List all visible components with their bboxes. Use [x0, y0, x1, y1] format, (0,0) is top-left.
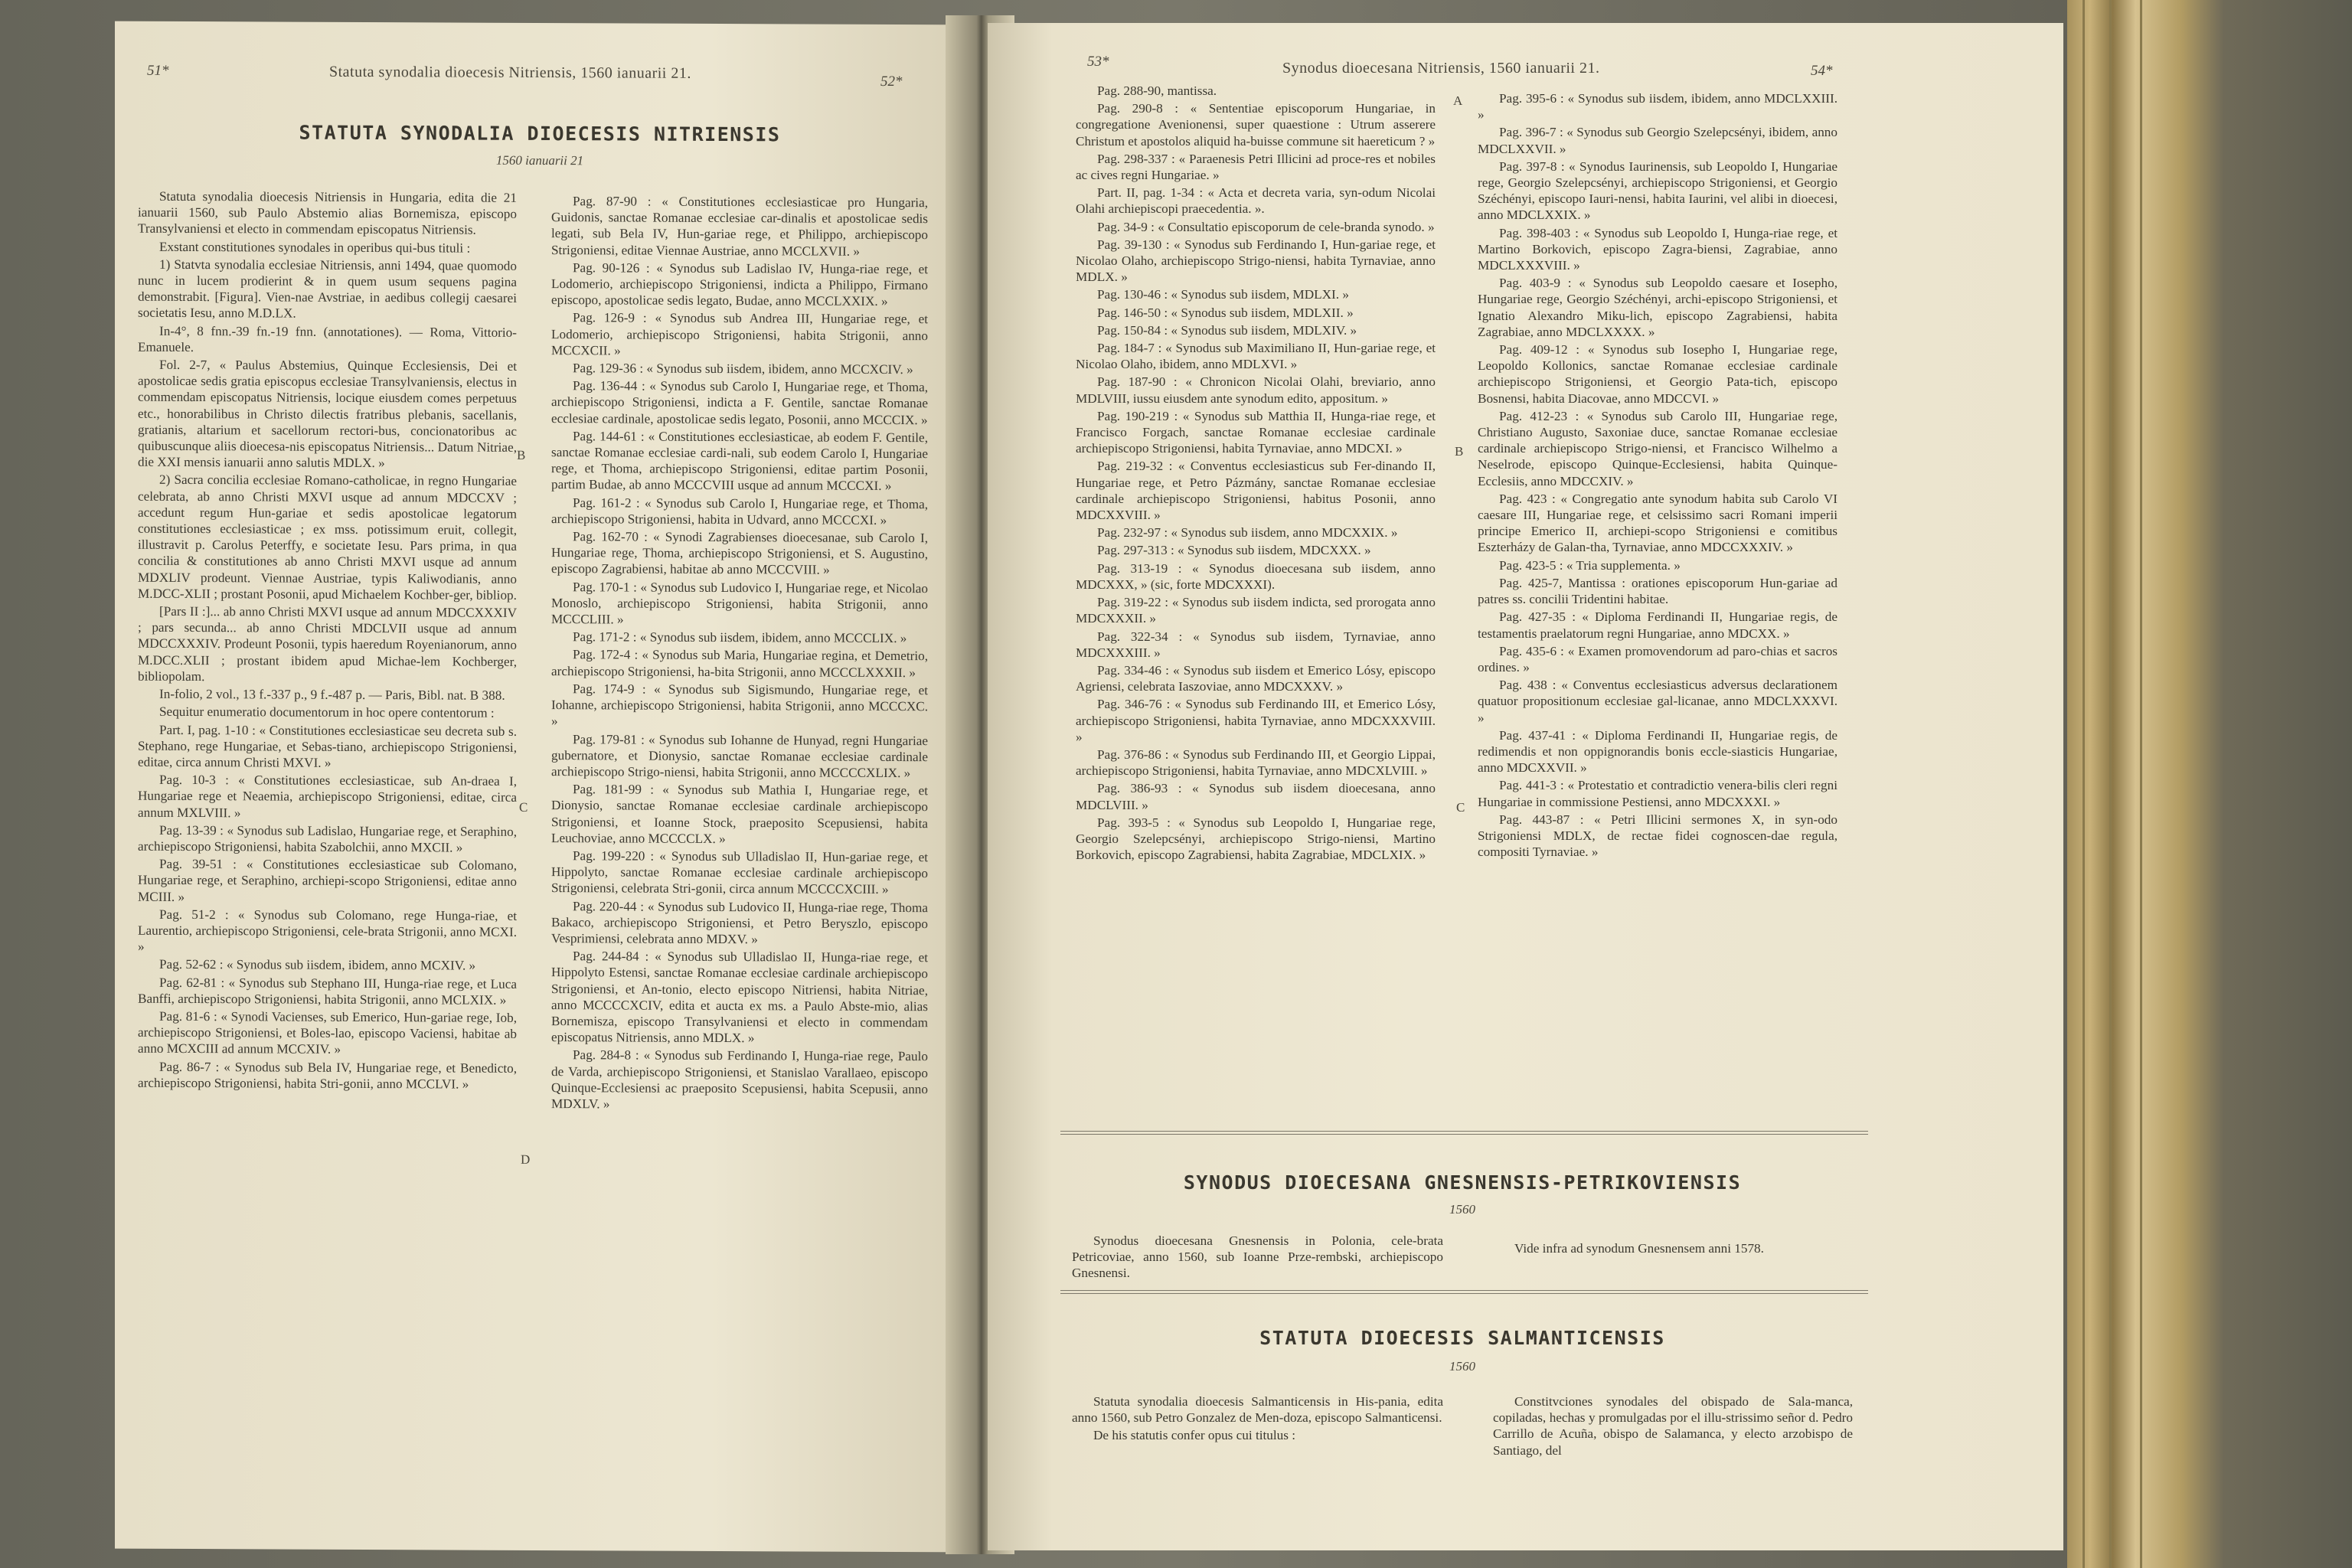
paragraph: In-4°, 8 fnn.-39 fn.-19 fnn. (annotationes). — Roma, Vittorio-Emanuele.: [138, 323, 517, 354]
paragraph: Pag. 423-5 : « Tria supplementa. »: [1499, 557, 1681, 573]
paragraph: 1) Statvta synodalia ecclesiae Nitriensis, anni 1494, quae quomodo nunc in lucem prodierint & in quem usum sequens pagina demonstrabit. [Figura]. Vien-nae Avstriae, in aedibus collegij caesarei societatis Iesu, anno M.D.LX.: [138, 256, 517, 322]
paragraph: Pag. 39-51 : « Constitutiones ecclesiasticae sub Colomano, Hungariae rege, et Seraphino, archiepi-scopo Strigoniensi, editae anno MCIII. »: [138, 856, 517, 904]
text-column-1: [138, 188, 517, 1094]
book-page-edges: [2067, 0, 2352, 1568]
paragraph: Pag. 290-8 : « Sententiae episcoporum Hungariae, in congregatione Avenionensi, super quaestione : Utrum asserere Christum et apostolos aliquid ha-buisse commune sit haereticum ? »: [1076, 101, 1436, 149]
paragraph: Pag. 146-50 : « Synodus sub iisdem, MDLXII. »: [1097, 305, 1354, 320]
paragraph: Pag. 13-39 : « Synodus sub Ladislao, Hungariae rege, et Seraphino, archiepiscopo Strigoniensi, habita Szabolchii, anno MXCII. »: [138, 822, 517, 855]
paragraph: Pag. 51-2 : « Synodus sub Colomano, rege Hunga-riae, et Laurentio, archiepiscopo Strigoniensi, cele-brata Strigonii, anno MCXI. »: [138, 906, 517, 954]
paragraph: Pag. 319-22 : « Synodus sub iisdem indicta, sed prorogata anno MDCXXXII. »: [1076, 595, 1436, 626]
paragraph: Pag. 86-7 : « Synodus sub Bela IV, Hungariae rege, et Benedicto, archiepiscopo Strigoniensi, habita Stri-gonii, anno MCCLVI. »: [138, 1059, 517, 1092]
paragraph: Pag. 395-6 : « Synodus sub iisdem, ibidem, anno MDCLXXIII. »: [1478, 91, 1838, 122]
paragraph: Pag. 386-93 : « Synodus sub iisdem dioecesana, anno MDCLVIII. »: [1076, 781, 1436, 812]
paragraph: Pag. 170-1 : « Synodus sub Ludovico I, Hungariae rege, et Nicolao Monoslo, archiepiscopo Strigoniensi, habita Strigonii, anno MCCCLIII. »: [551, 579, 928, 627]
margin-letter: C: [1456, 800, 1465, 815]
paragraph: Pag. 284-8 : « Synodus sub Ferdinando I, Hunga-riae rege, Paulo de Varda, archiepiscopo Strigoniensi, et Stanislao Varallaeo, episcopo Quinque-Ecclesiensi ac praeposito Scepusiensi, habita Scepusii, anno MDXLV. »: [551, 1047, 928, 1112]
paragraph: Pag. 150-84 : « Synodus sub iisdem, MDLXIV. »: [1097, 322, 1357, 338]
paragraph: Pag. 172-4 : « Synodus sub Maria, Hungariae regina, et Demetrio, archiepiscopo Strigoniensi, ha-bita Strigonii, anno MCCCLXXXII. »: [551, 647, 928, 680]
paragraph: Pag. 288-90, mantissa.: [1097, 83, 1217, 98]
paragraph: Part. I, pag. 1-10 : « Constitutiones ecclesiasticae seu decreta sub s. Stephano, rege Hungariae, et Sebas-tiano, archiepiscopo Strigoniensi, editae, circa annum Christi MXVI. »: [138, 722, 517, 770]
paragraph: Pag. 179-81 : « Synodus sub Iohanne de Hunyad, regni Hungariae gubernatore, et Dionysio, sanctae Romanae ecclesiae cardinale archiepiscopo Strigo-niensi, habita Strigonii, anno MCCCCXLIX. »: [551, 731, 928, 781]
paragraph: Pag. 10-3 : « Constitutiones ecclesiasticae, sub An-draea I, Hungariae rege et Neaemia, archiepiscopo Strigoniensi, editae, circa annum MXLVIII. »: [138, 772, 517, 820]
paragraph: Pag. 171-2 : « Synodus sub iisdem, ibidem, anno MCCCLIX. »: [573, 629, 907, 646]
paragraph: Sequitur enumeratio documentorum in hoc opere contentorum :: [159, 704, 495, 721]
margin-letter: A: [1453, 93, 1463, 108]
paragraph: Pag. 130-46 : « Synodus sub iisdem, MDLXI. »: [1097, 287, 1349, 302]
margin-letter: B: [1455, 444, 1464, 459]
paragraph: Pag. 397-8 : « Synodus Iaurinensis, sub Leopoldo I, Hungariae rege, Georgio Szelepcsényi, archiepiscopo Strigoniensi, et Georgio Széchényi, episcopo Iauri-nensi, habita Iaurini, vel alibi in dioecesi, anno MDCLXXIX. »: [1478, 158, 1838, 223]
paragraph: Pag. 62-81 : « Synodus sub Stephano III, Hunga-riae rege, et Luca Banffi, archiepiscopo Strigoniensi, habita Strigonii, anno MCLXIX. »: [138, 975, 517, 1008]
paragraph: In-folio, 2 vol., 13 f.-337 p., 9 f.-487 p. — Paris, Bibl. nat. B 388.: [159, 686, 505, 703]
paragraph: Pag. 398-403 : « Synodus sub Leopoldo I, Hunga-riae rege, et Martino Borkovich, episcopo Zagra-biensi, Zagrabiae, anno MDCLXXXVIII. »: [1478, 225, 1838, 273]
paragraph: Pag. 126-9 : « Synodus sub Andrea III, Hungariae rege, et Lodomerio, archiepiscopo Strigoniensi, habita Strigonii, anno MCCXCII. »: [551, 310, 928, 358]
paragraph: Pag. 438 : « Conventus ecclesiasticus adversus declarationem quatuor propositionum ecclesiae gal-licanae, anno MDCLXXXVI. »: [1478, 678, 1838, 725]
paragraph: Fol. 2-7, « Paulus Abstemius, Quinque Ecclesiensis, Dei et apostolicae sedis gratia episcopus ecclesiae Transylvaniensis, electus in commendam episcopatus Nitriensis, locique eiusdem comes perpetuus etc., honorabilibus in Christo dilectis fratribus plebanis, sacellanis, gratianis, altarium et sacellorum rectori-bus, concionatoribus ac quibuscunque aliis dioecesa-nis episcopatus Nitriensis... Datum Nitriae, die XXI mensis ianuarii anno salutis MDLX. »: [138, 357, 517, 471]
section-date: 1560 ianuarii 21: [495, 152, 584, 168]
paragraph: Pag. 244-84 : « Synodus sub Ulladislao II, Hunga-riae rege, et Hippolyto Estensi, sanctae Romanae ecclesiae cardinale archiepiscopo Strigoniensi, et An-tonio, electo episcopo Nitriensi, habita Nitriae, anno MCCCCXCIV, edita et aucta ex ms. a Paulo Abste-mio, alias Bornemisza, episcopo Transylvaniensi et electo in commendam episcopatus Nitriensis, anno MDLX. »: [551, 949, 928, 1046]
paragraph: Part. II, pag. 1-34 : « Acta et decreta varia, syn-odum Nicolai Olahi archiepiscopi praecedentia. ».: [1076, 185, 1436, 217]
paragraph: Pag. 220-44 : « Synodus sub Ludovico II, Hunga-riae rege, Thoma Bakaco, archiepiscopo Strigoniensi, et Petro Beryszlo, episcopo Vesprimiensi, celebrata anno MDXV. »: [551, 898, 928, 947]
margin-letter: D: [521, 1152, 531, 1167]
paragraph: Pag. 162-70 : « Synodi Zagrabienses dioecesanae, sub Carolo I, Hungariae rege, Thoma, archiepiscopo Strigoniensi, et S. Augustino, episcopo Zagrabiensi, habitae ab anno MCCCVIII. »: [551, 529, 928, 578]
margin-letter: B: [517, 447, 526, 462]
text-column-2: [551, 193, 928, 1115]
section-date: 1560: [1449, 1359, 1475, 1374]
paragraph: Pag. 129-36 : « Synodus sub iisdem, ibidem, anno MCCXCIV. »: [573, 361, 913, 377]
paragraph: Exstant constitutiones synodales in operibus qui-bus tituli :: [159, 239, 471, 256]
page-edge-line: [2109, 0, 2112, 1568]
paragraph: Pag. 174-9 : « Synodus sub Sigismundo, Hungariae rege, et Iohanne, archiepiscopo Strigoniensi, habita Strigonii, anno MCCCXC. »: [551, 681, 928, 729]
page-edge-line: [2082, 0, 2085, 1568]
page-edge-line: [2140, 0, 2142, 1568]
paragraph: Pag. 376-86 : « Synodus sub Ferdinando III, et Georgio Lippai, archiepiscopo Strigoniensi, habita Tyrnaviae, anno MDCXLVIII. »: [1076, 746, 1436, 779]
paragraph: Pag. 393-5 : « Synodus sub Leopoldo I, Hungariae rege, Georgio Szelepcsényi, archiepiscopo Strigo-niensi, Martino Borkovich, episcopo Zagrabiensi, habita Zagrabiae, MDCLXIX. »: [1076, 815, 1436, 863]
paragraph: Pag. 87-90 : « Constitutiones ecclesiasticae pro Hungaria, Guidonis, sanctae Romanae ecclesiae car-dinalis et apostolicae sedis legati, sub Bela IV, Hun-gariae rege, et Philippo, archiepiscopo Strigoniensi, editae Viennae Austriae, anno MCCLXVII. »: [551, 194, 928, 259]
section-date: 1560: [1449, 1202, 1475, 1217]
paragraph: Pag. 322-34 : « Synodus sub iisdem, Tyrnaviae, anno MDCXXXIII. »: [1076, 629, 1436, 660]
paragraph: Pag. 313-19 : « Synodus dioecesana sub iisdem, anno MDCXXX, » (sic, forte MDCXXXI).: [1076, 560, 1436, 592]
text-column-1: Statuta synodalia dioecesis Salmanticensis in His-pania, edita anno 1560, sub Petro Gonzalez de Men-doza, episcopo Salmanticensi. De his statutis confer opus cui titulus :: [1072, 1394, 1443, 1443]
paragraph: Statuta synodalia dioecesis Nitriensis in Hungaria, edita die 21 ianuarii 1560, sub Paulo Abstemio alias Bornemisza, episcopo Transylvaniensi et electo in commendam episcopatus Nitriensis.: [138, 188, 517, 238]
left-page: [115, 21, 965, 1553]
paragraph: Pag. 181-99 : « Synodus sub Mathia I, Hungariae rege, et Dionysio, sanctae Romanae ecclesiae cardinale archiepiscopo Strigoniensi, et Ioanne Stock, praeposito Scepusiensi, habita Leuchoviae, anno MCCCCLX. »: [551, 782, 928, 846]
paragraph: Pag. 297-313 : « Synodus sub iisdem, MDCXXX. »: [1097, 543, 1371, 558]
section-title: SYNODUS DIOECESANA GNESNENSIS-PETRIKOVIENSIS: [1183, 1171, 1742, 1194]
page-number: 52*: [880, 73, 903, 90]
paragraph: Pag. 187-90 : « Chronicon Nicolai Olahi, breviario, anno MDLVIII, iussu eiusdem ante synodum edito, appositum. »: [1076, 374, 1436, 406]
page-number: 53*: [1087, 54, 1109, 70]
margin-letter: C: [519, 799, 528, 815]
running-head: Statuta synodalia dioecesis Nitriensis, 1560 ianuarii 21.: [329, 63, 691, 82]
paragraph: Pag. 425-7, Mantissa : orationes episcoporum Hun-gariae ad patres ss. concilii Tridentini habitae.: [1478, 575, 1838, 607]
section-divider: [1060, 1290, 1868, 1294]
paragraph: Pag. 199-220 : « Synodus sub Ulladislao II, Hun-gariae rege, et Hippolyto, sanctae Romanae ecclesiae cardinale archiepiscopo Strigoniensi, celebrata Stri-gonii, circa annum MCCCCXCIII. »: [551, 848, 928, 897]
text-column-1: [1076, 83, 1436, 864]
text-column-2: [1478, 90, 1838, 861]
page-number: 51*: [147, 62, 169, 79]
paragraph: Pag. 443-87 : « Petri Illicini sermones X, in syn-odo Strigoniensi MDLX, de rectae fidei cognoscen-dae regula, compositi Tyrnaviae. »: [1478, 812, 1838, 860]
section-divider: [1060, 1131, 1868, 1135]
paragraph: Pag. 298-337 : « Paraenesis Petri Illicini ad proce-res et nobiles ac cives regni Hungariae. »: [1076, 151, 1436, 183]
paragraph: 2) Sacra concilia ecclesiae Romano-catholicae, in regno Hungariae celebrata, ab anno Christi MXVI usque ad annum MDCCXV ; accedunt regum Hun-gariae et sedis apostolicae legatorum constitutiones ecclesiasticae ; ex mss. potissimum eruit, collegit, illustravit p. Carolus Peterffy, e societate Iesu. Pars prima, in qua concilia & constitutiones ab anno Christi MXVI usque ad annum MDXLIV prodeunt. Viennae Austriae, typis Kaliwodianis, anno M.DCC-XLII ; prostant Posonii, apud Michaelem Kochber-ger, bibliop.: [138, 472, 517, 603]
section-title: STATUTA DIOECESIS SALMANTICENSIS: [1259, 1327, 1665, 1349]
paragraph: Pag. 190-219 : « Synodus sub Matthia II, Hunga-riae rege, et Francisco Forgach, sanctae Romanae ecclesiae cardinale archiepiscopo Strigoniensi, habita Tyrnaviae, anno MDCXI. »: [1076, 408, 1436, 456]
text-column-2: Vide infra ad synodum Gnesnensem anni 1578.: [1514, 1241, 1764, 1256]
paragraph: Pag. 403-9 : « Synodus sub Leopoldo caesare et Iosepho, Hungariae rege, Georgio Széchényi, archi-episcopo Strigoniensi, et Ignatio Alexandro Miku-lich, episcopo Zagrabiensi, habita Zagrabiae, anno MDCLXXXX. »: [1478, 276, 1838, 339]
paragraph: Pag. 412-23 : « Synodus sub Carolo III, Hungariae rege, Christiano Augusto, Saxoniae duce, sanctae Romanae ecclesiae cardinale archiepiscopo Strigo-niensi, et Francisco Wilhelmo a Neselrode, episcopo Quinque-Ecclesiensi, habita Quinque-Ecclesiis, anno MDCCXIV. »: [1478, 408, 1838, 488]
paragraph: Pag. 441-3 : « Protestatio et contradictio venera-bilis cleri regni Hungariae in commissione Pestiensi, anno MDCXXXI. »: [1478, 778, 1838, 809]
paragraph: [Pars II :]... ab anno Christi MXVI usque ad annum MDCCXXXIV ; pars secunda... ab anno Christi MDCLVII usque ad annum MDCCXXXIV. Prodeunt Posonii, typis haeredum Royenianorum, anno M.DCC.XLII ; prostant ibidem apud Michae-lem Kochberger, bibliopolam.: [138, 603, 517, 684]
right-page: [988, 23, 2063, 1550]
section-title: STATUTA SYNODALIA DIOECESIS NITRIENSIS: [299, 121, 781, 146]
paragraph: Pag. 184-7 : « Synodus sub Maximiliano II, Hun-gariae rege, et Nicolao Olaho, ibidem, anno MDLXVI. »: [1076, 341, 1436, 372]
paragraph: Pag. 52-62 : « Synodus sub iisdem, ibidem, anno MCXIV. »: [159, 957, 476, 973]
paragraph: Pag. 423 : « Congregatio ante synodum habita sub Carolo VI caesare III, Hungariae rege, et celsissimo sacri Romani imperii principe Emerico II, archiepi-scopo Strigoniensi e comitibus Eszterházy de Galan-tha, Tyrnaviae, anno MDCCXXXIV. »: [1478, 491, 1838, 555]
paragraph: Pag. 81-6 : « Synodi Vacienses, sub Emerico, Hun-gariae rege, Iob, archiepiscopo Strigoniensi, et Boles-lao, episcopo Vaciensi, habitae ab anno MCXCIII ad annum MCCXIV. »: [138, 1008, 517, 1057]
paragraph: Pag. 346-76 : « Synodus sub Ferdinando III, et Emerico Lósy, archiepiscopo Strigoniensi, habita Tyrnaviae, anno MDCXXXVIII. »: [1076, 697, 1436, 744]
running-head: Synodus dioecesana Nitriensis, 1560 ianuarii 21.: [1282, 60, 1600, 77]
paragraph: Pag. 39-130 : « Synodus sub Ferdinando I, Hun-gariae rege, et Nicolao Olaho, archiepiscopo Strigo-niensi, habita Tyrnaviae, anno MDLX. »: [1076, 237, 1436, 285]
paragraph: Pag. 34-9 : « Consultatio episcoporum de cele-branda synodo. »: [1097, 219, 1435, 234]
paragraph: Pag. 232-97 : « Synodus sub iisdem, anno MDCXXIX. »: [1097, 525, 1398, 541]
paragraph: Pag. 409-12 : « Synodus sub Iosepho I, Hungariae rege, Leopoldo Kollonics, sanctae Romanae ecclesiae cardinale archiepiscopo Strigoniensi, et Georgio Pata-tich, episcopo Bosnensi, habita Diacovae, anno MDCCVI. »: [1478, 342, 1838, 406]
paragraph: Pag. 435-6 : « Examen promovendorum ad paro-chias et sacros ordines. »: [1478, 643, 1838, 675]
paragraph: Pag. 161-2 : « Synodus sub Carolo I, Hungariae rege, et Thoma, archiepiscopo Strigoniensi, habita in Udvard, anno MCCCXI. »: [551, 495, 928, 528]
text-column-1: Synodus dioecesana Gnesnensis in Polonia, cele-brata Petricoviae, anno 1560, sub Ioanne Prze-rembski, archiepiscopo Gnesnensi.: [1072, 1233, 1443, 1281]
page-number: 54*: [1811, 63, 1833, 79]
text-column-2: Constitvciones synodales del obispado de Sala-manca, copiladas, hechas y promulgadas por el illu-strissimo señor d. Pedro Carrillo de Acuña, obispo de Salamanca, y electo arzobispo de Santiago, del: [1493, 1394, 1853, 1458]
paragraph: Pag. 427-35 : « Diploma Ferdinandi II, Hungariae regis, de testamentis praelatorum regni Hungariae, anno MDCXX. »: [1478, 609, 1838, 641]
paragraph: Pag. 144-61 : « Constitutiones ecclesiasticae, ab eodem F. Gentile, sanctae Romanae ecclesiae cardi-nali, sub eodem Carolo I, Hungariae rege, et Thoma, archiepiscopo Strigoniensi, editae partim Posonii, partim Budae, ab anno MCCCVIII usque ad annum MCCCXI. »: [551, 429, 928, 494]
paragraph: Pag. 90-126 : « Synodus sub Ladislao IV, Hunga-riae rege, et Lodomerio, archiepiscopo Strigoniensi, indicta a Philippo, Firmano episcopo, apostolicae sedis legato, Budae, anno MCCLXXIX. »: [551, 260, 928, 309]
paragraph: Pag. 334-46 : « Synodus sub iisdem et Emerico Lósy, episcopo Agriensi, celebrata Iaszoviae, anno MDCXXXV. »: [1076, 662, 1436, 694]
paragraph: Pag. 437-41 : « Diploma Ferdinandi II, Hungariae regis, de redimendis et non oppignorandis bonis eccle-siasticis Hungariae, anno MDCXXVII. »: [1478, 727, 1838, 776]
paragraph: Pag. 396-7 : « Synodus sub Georgio Szelepcsényi, ibidem, anno MDCLXXVII. »: [1478, 125, 1838, 156]
paragraph: Pag. 136-44 : « Synodus sub Carolo I, Hungariae rege, et Thoma, archiepiscopo Strigoniensi, indicta a F. Gentile, sanctae Romanae ecclesiae cardinale, apostolicae sedis legato, Posonii, anno MCCCIX. »: [551, 378, 928, 427]
paragraph: Pag. 219-32 : « Conventus ecclesiasticus sub Fer-dinando II, Hungariae rege, et Petro Pázmány, sanctae Romanae ecclesiae cardinale archiepiscopo Strigoniensi, habitus Posonii, anno MDCXXVIII. »: [1076, 459, 1436, 523]
